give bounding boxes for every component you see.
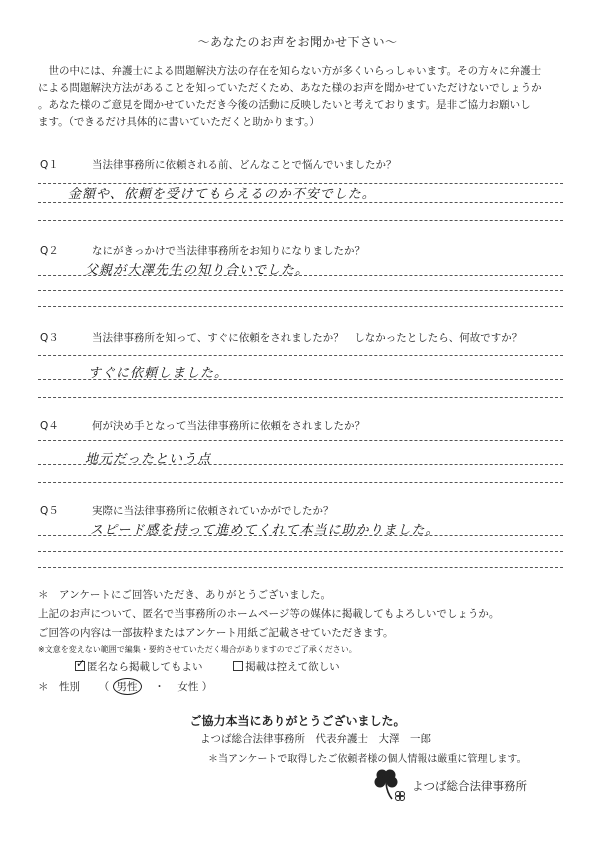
gender-label: ＊ 性別 xyxy=(38,681,80,693)
answer-line xyxy=(38,397,563,398)
gender-separator: ・ xyxy=(154,681,165,693)
handwritten-answer: 金額や、依頼を受けてもらえるのか不安でした。 xyxy=(68,187,376,202)
firm-representative: よつば総合法律事務所 代表弁護士 大澤 一郎 xyxy=(200,733,431,745)
gender-female[interactable]: 女性 xyxy=(177,681,199,693)
clover-logo-icon xyxy=(370,765,406,805)
answer-line xyxy=(38,482,563,483)
question-number: Q３ xyxy=(40,332,59,344)
handwritten-answer: スピード感を持って進めてくれて本当に助かりました。 xyxy=(90,523,440,538)
consent-detail: ご回答の内容は一部抜粋またはアンケート用紙ご記載させていただきます。 xyxy=(38,627,394,639)
answer-line xyxy=(38,535,563,536)
gender-row xyxy=(38,678,212,695)
answer-line xyxy=(38,440,563,441)
consent-thanks: ＊ アンケートにご回答いただき、ありがとうございました。 xyxy=(38,589,331,601)
handwritten-answer: 地元だったという点 xyxy=(85,452,212,467)
question-text: 実際に当法律事務所に依頼されていかがでしたか？ xyxy=(92,505,334,517)
consent-question: 上記のお声について、匿名で当事務所のホームページ等の媒体に掲載してもよろしいでしょうか。 xyxy=(38,608,500,620)
consent-note: ※文意を変えない範囲で編集・要約させていただく場合がありますのでご了承ください。 xyxy=(38,645,357,654)
question-text: 何が決め手となって当法律事務所に依頼をされましたか？ xyxy=(92,420,365,432)
option-anonymous-label: 匿名なら掲載してもよい xyxy=(87,661,203,673)
question-text: 当法律事務所を知って、すぐに依頼をされましたか？ しなかったとしたら、何故ですか？ xyxy=(92,332,523,344)
question-number: Q５ xyxy=(40,505,59,517)
option-decline[interactable] xyxy=(233,661,340,673)
question-text: 当法律事務所に依頼される前、どんなことで悩んでいましたか？ xyxy=(92,159,397,171)
firm-logo-text: よつば総合法律事務所 xyxy=(412,779,527,793)
gender-male-selected[interactable]: 男性 xyxy=(113,678,142,695)
answer-line xyxy=(38,379,563,380)
answer-line xyxy=(38,567,563,568)
question-number: Q２ xyxy=(40,245,59,257)
gender-open-paren: （ xyxy=(98,681,110,693)
answer-line xyxy=(38,183,563,184)
answer-line xyxy=(38,275,563,276)
question-number: Q１ xyxy=(40,159,59,171)
question-text: なにがきっかけで当法律事務所をお知りになりましたか？ xyxy=(92,245,365,257)
intro-line: による問題解決方法があることを知っていただくため、あなた様のお声を聞かせていただけないでしょうか xyxy=(38,82,542,94)
footer-thanks: ご協力本当にありがとうございました。 xyxy=(189,714,406,728)
checkbox-checked-icon[interactable] xyxy=(75,661,85,671)
question-number: Q４ xyxy=(40,420,59,432)
intro-paragraph xyxy=(38,63,563,131)
intro-line: ます。（できるだけ具体的に書いていただくと助かります。） xyxy=(38,116,320,128)
answer-line xyxy=(38,220,563,221)
option-anonymous[interactable] xyxy=(75,661,203,673)
checkbox-icon[interactable] xyxy=(233,661,243,671)
answer-line xyxy=(38,306,563,307)
answer-line xyxy=(38,551,563,552)
answer-line xyxy=(38,355,563,356)
intro-line: 世の中には、弁護士による問題解決方法の存在を知らない方が多くいらっしゃいます。その方々に弁護士 xyxy=(38,65,542,77)
consent-options xyxy=(75,659,340,674)
option-decline-label: 掲載は控えて欲しい xyxy=(245,661,340,673)
handwritten-answer: すぐに依頼しました。 xyxy=(88,366,229,381)
page-title: ～あなたのお声をお聞かせ下さい～ xyxy=(197,35,398,49)
gender-close-paren: ） xyxy=(201,681,213,693)
privacy-notice: ＊当アンケートで取得したご依頼者様の個人情報は厳重に管理します。 xyxy=(208,754,527,765)
answer-line xyxy=(38,290,563,291)
answer-line xyxy=(38,202,563,203)
intro-line: 。あなた様のご意見を聞かせていただき今後の活動に反映したいと考えております。是非ご協力お願いし xyxy=(38,99,531,111)
handwritten-answer: 父親が大澤先生の知り合いでした。 xyxy=(85,263,310,278)
answer-line xyxy=(38,464,563,465)
